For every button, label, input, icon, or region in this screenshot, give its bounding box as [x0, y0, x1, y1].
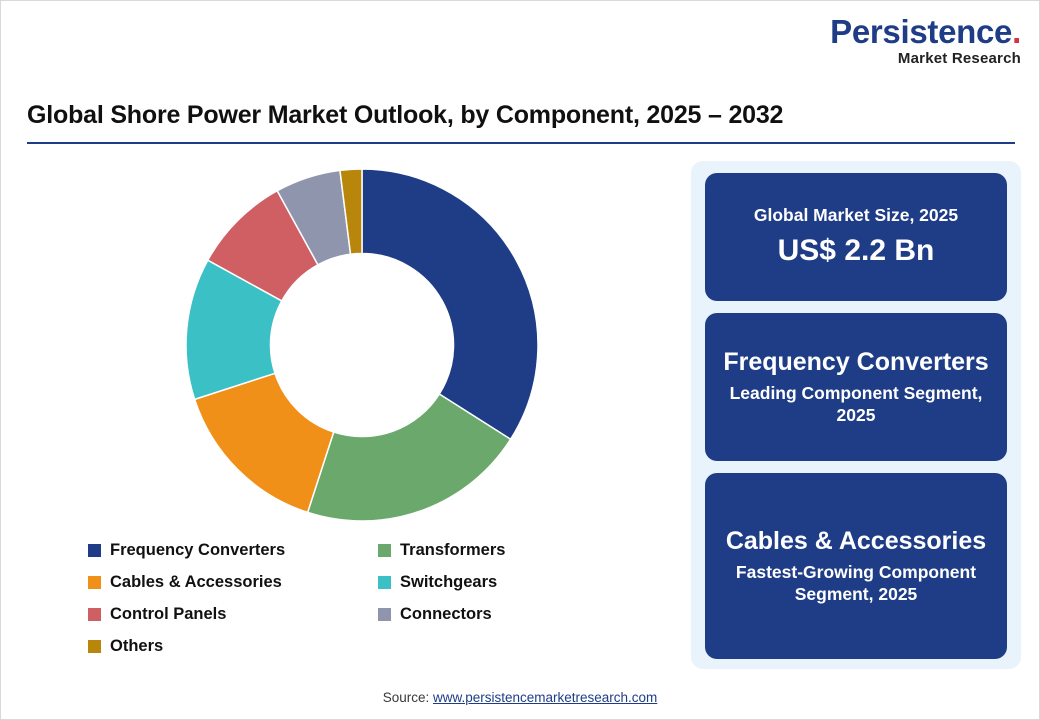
donut-slice: [362, 169, 538, 439]
highlight-card-fastest-growing-segment: [705, 473, 1007, 659]
fastest-growing-segment-label: Fastest-Growing Component Segment, 2025: [735, 562, 977, 604]
legend-swatch-icon: [88, 640, 101, 653]
highlight-card-leading-segment: [705, 313, 1007, 461]
source-link[interactable]: www.persistencemarketresearch.com: [432, 690, 658, 705]
market-size-value: US$ 2.2 Bn: [777, 233, 935, 267]
legend-item: [378, 566, 668, 598]
legend-item: [378, 534, 668, 566]
legend-item: [88, 534, 378, 566]
legend-swatch-icon: [88, 576, 101, 589]
market-size-label: Global Market Size, 2025: [753, 205, 959, 226]
source-note: [1, 690, 1039, 705]
donut-slice: [195, 373, 334, 512]
legend-swatch-icon: [378, 576, 391, 589]
donut-chart-svg: [186, 169, 538, 521]
fastest-growing-segment-name: Cables & Accessories: [725, 527, 987, 556]
legend-label: Connectors: [400, 604, 492, 623]
legend-item: [88, 630, 378, 662]
legend-swatch-icon: [88, 544, 101, 557]
legend-label: Frequency Converters: [110, 540, 286, 559]
legend-label: Switchgears: [400, 572, 498, 591]
legend-swatch-icon: [88, 608, 101, 621]
highlights-panel: [691, 161, 1021, 669]
legend-label: Transformers: [400, 540, 506, 559]
source-prefix: Source:: [382, 690, 433, 705]
leading-segment-name: Frequency Converters: [723, 348, 989, 377]
legend-label: Others: [110, 636, 164, 655]
donut-chart: [186, 169, 538, 521]
chart-area: [21, 159, 681, 669]
brand-accent-dot: .: [1012, 13, 1021, 50]
brand-logo: [830, 15, 1021, 66]
brand-name: [830, 15, 1021, 48]
chart-legend: [88, 534, 668, 662]
legend-swatch-icon: [378, 608, 391, 621]
title-block: [27, 101, 1015, 144]
legend-item: [88, 598, 378, 630]
brand-name-text: Persistence: [830, 13, 1013, 50]
brand-tagline: Market Research: [897, 50, 1021, 67]
legend-item: [378, 598, 668, 630]
legend-label: Control Panels: [110, 604, 227, 623]
legend-swatch-icon: [378, 544, 391, 557]
page-title: Global Shore Power Market Outlook, by Component, 2025 – 2032: [27, 101, 784, 129]
highlight-card-market-size: [705, 173, 1007, 301]
legend-item: [88, 566, 378, 598]
legend-label: Cables & Accessories: [110, 572, 282, 591]
leading-segment-label: Leading Component Segment, 2025: [729, 383, 983, 425]
